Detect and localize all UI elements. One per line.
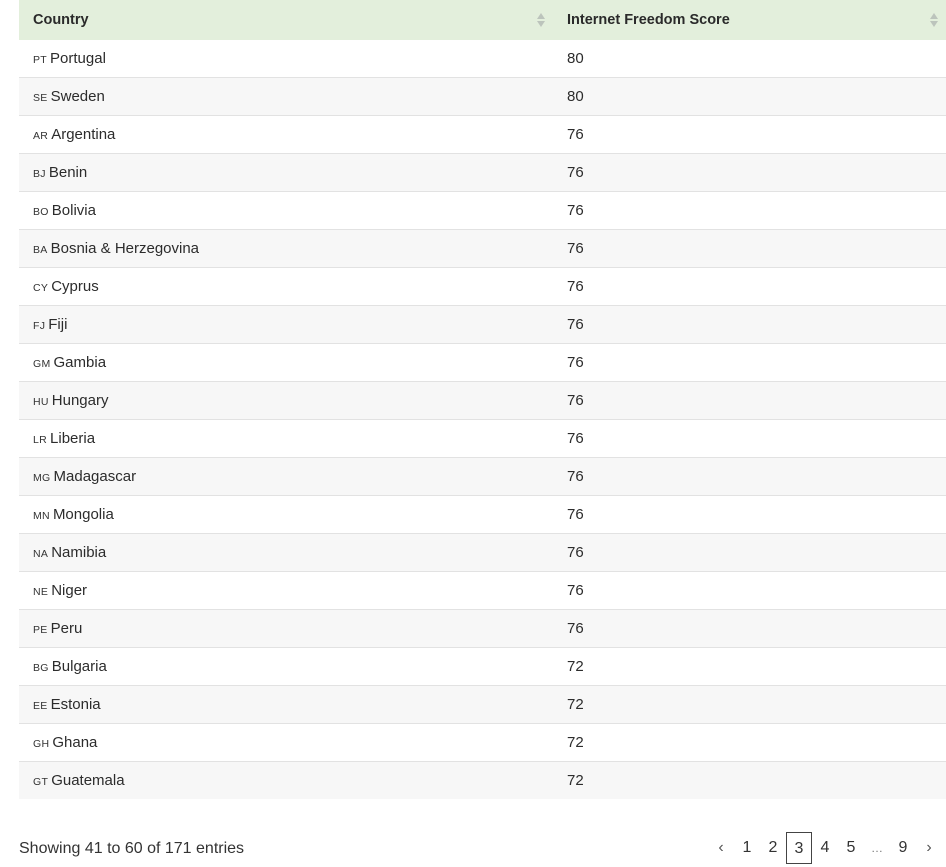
country-cell — [19, 762, 553, 800]
score-cell: 72 — [553, 762, 946, 800]
score-cell: 72 — [553, 724, 946, 762]
score-cell: 76 — [553, 496, 946, 534]
pagination — [708, 831, 942, 865]
column-header-label: Internet Freedom Score — [567, 12, 730, 28]
country-code: PE — [33, 624, 48, 636]
table-row — [19, 382, 946, 420]
page-button-1[interactable]: 1 — [742, 839, 752, 856]
sort-both-icon — [929, 12, 939, 28]
page-button-4[interactable]: 4 — [820, 839, 830, 856]
country-code: BG — [33, 662, 49, 674]
country-cell — [19, 534, 553, 572]
country-code: FJ — [33, 320, 46, 332]
country-name: Peru — [50, 620, 83, 637]
country-code: GM — [33, 358, 51, 370]
table-row — [19, 610, 946, 648]
column-header-country[interactable] — [19, 0, 553, 40]
score-cell: 76 — [553, 192, 946, 230]
country-cell — [19, 230, 553, 268]
country-name: Ghana — [52, 734, 98, 751]
country-name: Benin — [48, 164, 88, 181]
score-cell: 76 — [553, 572, 946, 610]
score-cell: 76 — [553, 306, 946, 344]
country-code: CY — [33, 282, 49, 294]
country-name: Gambia — [53, 354, 107, 371]
country-name: Estonia — [50, 696, 101, 713]
country-cell — [19, 268, 553, 306]
country-code: NA — [33, 548, 49, 560]
country-name: Bosnia & Herzegovina — [50, 240, 200, 257]
country-cell — [19, 154, 553, 192]
page-button-2[interactable]: 2 — [768, 839, 778, 856]
country-cell — [19, 572, 553, 610]
country-code: NE — [33, 586, 49, 598]
table-row — [19, 762, 946, 800]
pagination-ellipsis: … — [871, 841, 883, 855]
table-row — [19, 116, 946, 154]
score-cell: 76 — [553, 534, 946, 572]
score-cell: 76 — [553, 420, 946, 458]
score-cell: 76 — [553, 610, 946, 648]
country-name: Liberia — [50, 430, 96, 447]
country-cell — [19, 686, 553, 724]
score-cell: 76 — [553, 154, 946, 192]
country-cell — [19, 496, 553, 534]
table-row — [19, 496, 946, 534]
column-header-label: Country — [33, 12, 89, 28]
country-cell — [19, 648, 553, 686]
table-row — [19, 686, 946, 724]
score-cell: 76 — [553, 116, 946, 154]
country-code: PT — [33, 54, 48, 66]
score-cell: 80 — [553, 40, 946, 78]
table-body — [19, 40, 946, 799]
country-cell — [19, 306, 553, 344]
table-row — [19, 154, 946, 192]
countries-table — [19, 0, 946, 799]
table-row — [19, 420, 946, 458]
table-row — [19, 724, 946, 762]
country-cell — [19, 382, 553, 420]
country-name: Portugal — [50, 50, 106, 67]
table-row — [19, 534, 946, 572]
country-cell — [19, 192, 553, 230]
country-name: Madagascar — [53, 468, 137, 485]
country-cell — [19, 40, 553, 78]
country-name: Cyprus — [51, 278, 99, 295]
previous-page-button[interactable]: ‹ — [718, 839, 724, 856]
country-name: Argentina — [51, 126, 116, 143]
table-row — [19, 40, 946, 78]
page-button-5[interactable]: 5 — [846, 839, 856, 856]
country-code: MN — [33, 510, 50, 522]
country-code: MG — [33, 472, 51, 484]
country-name: Fiji — [48, 316, 68, 333]
country-name: Bolivia — [51, 202, 96, 219]
country-code: AR — [33, 130, 49, 142]
table-row — [19, 648, 946, 686]
country-cell — [19, 420, 553, 458]
country-name: Bulgaria — [51, 658, 107, 675]
country-cell — [19, 344, 553, 382]
score-cell: 76 — [553, 458, 946, 496]
country-code: GH — [33, 738, 50, 750]
country-cell — [19, 116, 553, 154]
country-cell — [19, 610, 553, 648]
table-row — [19, 306, 946, 344]
score-cell: 76 — [553, 382, 946, 420]
country-code: LR — [33, 434, 48, 446]
table-row — [19, 192, 946, 230]
country-code: SE — [33, 92, 48, 104]
country-name: Guatemala — [51, 772, 125, 789]
score-cell: 76 — [553, 268, 946, 306]
country-code: GT — [33, 776, 49, 788]
column-header-score[interactable] — [553, 0, 946, 40]
table-row — [19, 344, 946, 382]
table-row — [19, 230, 946, 268]
country-code: HU — [33, 396, 49, 408]
country-code: BO — [33, 206, 49, 218]
country-name: Mongolia — [52, 506, 114, 523]
country-name: Namibia — [51, 544, 107, 561]
country-name: Niger — [51, 582, 88, 599]
table-row — [19, 572, 946, 610]
table-row — [19, 458, 946, 496]
country-code: BA — [33, 244, 48, 256]
score-cell: 72 — [553, 686, 946, 724]
entries-info: Showing 41 to 60 of 171 entries — [19, 840, 245, 857]
table-row — [19, 78, 946, 116]
country-cell — [19, 458, 553, 496]
score-cell: 76 — [553, 230, 946, 268]
table-row — [19, 268, 946, 306]
page-button-3-current[interactable]: 3 — [786, 832, 812, 864]
score-cell: 76 — [553, 344, 946, 382]
page-button-9[interactable]: 9 — [898, 839, 908, 856]
score-cell: 80 — [553, 78, 946, 116]
country-name: Sweden — [50, 88, 105, 105]
table-container — [19, 0, 946, 799]
country-cell — [19, 724, 553, 762]
sort-both-icon — [536, 12, 546, 28]
table-header-row — [19, 0, 946, 40]
country-cell — [19, 78, 553, 116]
country-code: BJ — [33, 168, 46, 180]
score-cell: 72 — [553, 648, 946, 686]
country-code: EE — [33, 700, 48, 712]
country-name: Hungary — [51, 392, 109, 409]
next-page-button[interactable]: › — [926, 839, 932, 856]
